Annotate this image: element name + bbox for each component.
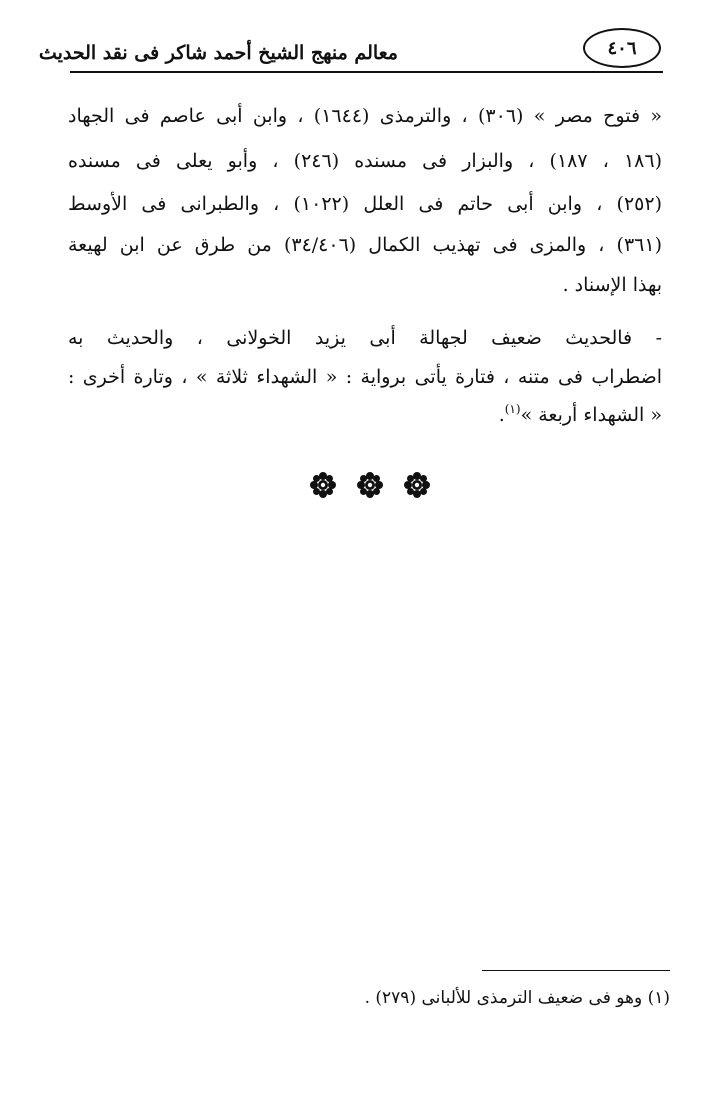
section-ornaments — [310, 470, 430, 500]
body-line-4: (٣٦١) ، والمزى فى تهذيب الكمال (٣٤/٤٠٦) من طرق عن ابن لهيعة — [68, 234, 662, 256]
star-flower-icon — [310, 472, 336, 498]
body-line-5: بهذا الإسناد . — [562, 274, 662, 296]
footnote: (١) وهو فى ضعيف الترمذى للألبانى (٢٧٩) . — [364, 988, 670, 1008]
body-line-2: (١٨٦ ، ١٨٧) ، والبزار فى مسنده (٢٤٦) ، وأبو يعلى فى مسنده — [68, 150, 663, 172]
footnote-reference: (١) — [504, 402, 521, 416]
body-line-3: (٢٥٢) ، وابن أبى حاتم فى العلل (١٠٢٢) ، والطبرانى فى الأوسط — [68, 193, 662, 215]
body-line-8-text: « الشهداء أربعة » — [520, 404, 662, 426]
header-rule — [70, 71, 663, 73]
page-number-text: ٤٠٦ — [607, 37, 637, 59]
star-flower-icon — [404, 472, 430, 498]
body-line-8-end: . — [498, 404, 505, 426]
running-title: معالم منهج الشيخ أحمد شاكر فى نقد الحديث — [38, 42, 398, 64]
body-line-6: - فالحديث ضعيف لجهالة أبى يزيد الخولانى ، والحديث به — [68, 327, 662, 349]
page-number — [583, 28, 661, 68]
footnote-rule — [482, 970, 670, 971]
body-line-1: « فتوح مصر » (٣٠٦) ، والترمذى (١٦٤٤) ، وابن أبى عاصم فى الجهاد — [68, 105, 662, 127]
star-flower-icon — [357, 472, 383, 498]
body-line-7: اضطراب فى متنه ، فتارة يأتى برواية : « الشهداء ثلاثة » ، وتارة أخرى : — [68, 366, 662, 388]
body-line-8 — [68, 400, 662, 430]
